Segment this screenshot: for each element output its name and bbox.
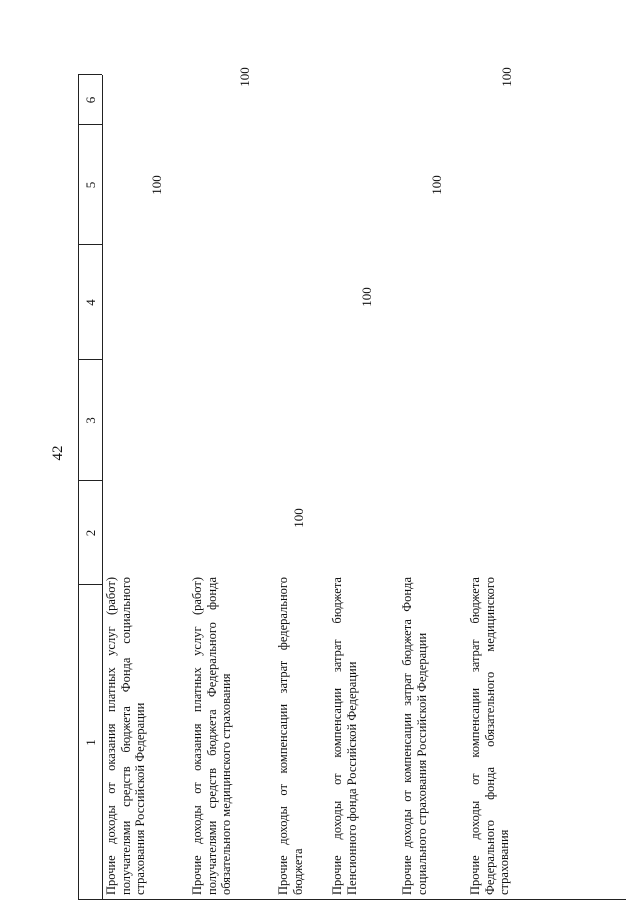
row-1-value: 100: [149, 175, 164, 195]
column-header-1: 1: [83, 739, 98, 746]
table-left-border: [78, 899, 626, 900]
column-header-5: 5: [83, 181, 98, 189]
column-header-2: 2: [83, 529, 98, 537]
row-label-5: Прочие доходы от компенсации затрат бюджета Фонда социального страхования Российской Федерации: [400, 577, 429, 895]
page-number: 42: [50, 445, 66, 461]
column-header-6: 6: [83, 96, 98, 104]
row-3-value: 100: [291, 508, 306, 528]
row-label-1: Прочие доходы от оказания платных услуг (работ) получателями средств бюджета Фонда социального страхования Российской Федерации: [104, 577, 147, 895]
row-6-value: 100: [499, 67, 514, 87]
column-header-4: 4: [83, 299, 98, 306]
row-label-4: Прочие доходы от компенсации затрат бюджета Пенсионного фонда Российской Федерации: [330, 577, 359, 895]
row-label-2: Прочие доходы от оказания платных услуг (работ) получателями средств бюджета Федерального фонда обязательного медицинского страхования: [190, 577, 233, 895]
table-header-bottom-border: [102, 75, 103, 900]
row-label-6: Прочие доходы от компенсации затрат бюджета Федерального фонда обязательного медицинского страхования: [468, 577, 511, 895]
row-2-value: 100: [237, 67, 252, 87]
column-header-3: 3: [83, 417, 98, 424]
row-label-3: Прочие доходы от компенсации затрат федерального бюджета: [276, 577, 305, 895]
table-top-border: [78, 75, 79, 900]
row-4-value: 100: [359, 287, 374, 307]
row-5-value: 100: [429, 175, 444, 195]
